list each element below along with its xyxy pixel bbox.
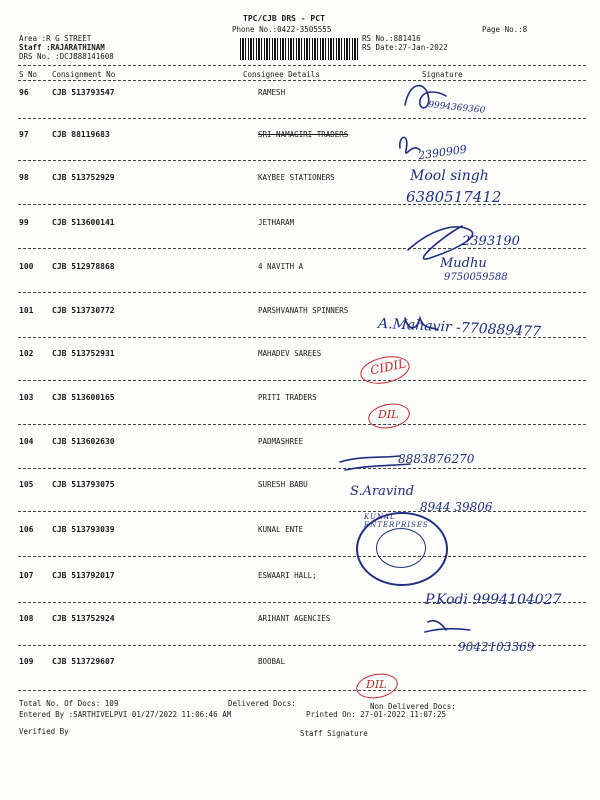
row-consignment: CJB 513729607: [52, 657, 115, 666]
row-sno: 97: [19, 130, 29, 139]
row-consignment: CJB 512978868: [52, 262, 115, 271]
row-sno: 99: [19, 218, 29, 227]
row-sno: 102: [19, 349, 34, 358]
document-title: TPC/CJB DRS - PCT: [243, 14, 325, 23]
delivered-docs: Delivered Docs:: [228, 699, 296, 708]
col-consignment: Consignment No: [52, 70, 116, 79]
page-number: Page No.:8: [482, 25, 528, 34]
row-consignee: SURESH BABU: [258, 480, 308, 489]
col-signature: Signature: [422, 70, 463, 79]
row-consignment: CJB 513730772: [52, 306, 115, 315]
row-consignee: BOOBAL: [258, 657, 286, 666]
row-consignment: CJB 88119683: [52, 130, 110, 139]
non-delivered-docs: Non Delivered Docs:: [370, 702, 456, 711]
staff-label: Staff :RAJARATHINAM: [19, 43, 105, 52]
stamp-text: DIL: [366, 678, 387, 691]
phone-number: Phone No.:0422-3505555: [232, 25, 332, 34]
col-sno: S No: [19, 70, 38, 79]
row-consignee: ESWAARI HALL;: [258, 571, 317, 580]
row-consignment: CJB 513602630: [52, 437, 115, 446]
row-sno: 107: [19, 571, 34, 580]
stamp-inner-ring: [376, 528, 426, 568]
rs-number: RS No.:881416: [362, 34, 421, 43]
row-sno: 101: [19, 306, 34, 315]
row-consignee: KUNAL ENTE: [258, 525, 304, 534]
row-consignment: CJB 513752929: [52, 173, 115, 182]
signature-name: S.Aravind: [350, 484, 415, 499]
area-label: Area :R G STREET: [19, 34, 92, 43]
row-consignment: CJB 513600141: [52, 218, 115, 227]
total-docs: Total No. Of Docs: 109: [19, 699, 119, 708]
row-sno: 106: [19, 525, 34, 534]
row-sno: 96: [19, 88, 29, 97]
staff-signature: Staff Signature: [300, 729, 368, 738]
signature-phone: 9750059588: [444, 272, 508, 283]
row-consignment: CJB 513752924: [52, 614, 115, 623]
row-sno: 103: [19, 393, 34, 402]
signature-phone: 2390909: [417, 142, 468, 163]
company-stamp: [356, 512, 448, 586]
row-consignee: JETHARAM: [258, 218, 295, 227]
signature-phone: 6380517412: [406, 188, 502, 206]
row-sno: 108: [19, 614, 34, 623]
signature-phone: 9994369360: [427, 100, 486, 116]
row-consignment: CJB 513793547: [52, 88, 115, 97]
signature-name-phone: P.Kodi 9994104027: [425, 592, 562, 608]
row-sno: 105: [19, 480, 34, 489]
signature-phone: 8944 39806: [420, 500, 493, 514]
signature-name: Mool singh: [410, 168, 489, 184]
stamp-text: DIL: [378, 408, 399, 421]
row-sno: 100: [19, 262, 34, 271]
row-consignee: RAMESH: [258, 88, 286, 97]
row-consignment: CJB 513600165: [52, 393, 115, 402]
stamp-text: CIDIL: [368, 356, 408, 378]
row-sno: 109: [19, 657, 34, 666]
row-sno: 98: [19, 173, 29, 182]
printed-on: Printed On: 27-01-2022 11:07:25: [306, 710, 446, 719]
verified-by: Verified By: [19, 727, 69, 736]
signature-phone: 8883876270: [398, 452, 475, 466]
col-consignee: Consignee Details: [243, 70, 320, 79]
row-consignment: CJB 513792017: [52, 571, 115, 580]
row-consignee: 4 NAVITH A: [258, 262, 304, 271]
row-consignment: CJB 513793039: [52, 525, 115, 534]
signature-phone: 2393190: [462, 234, 520, 249]
row-consignee: PARSHVANATH SPINNERS: [258, 306, 349, 315]
entered-by: Entered By :SARTHIVELPVI 01/27/2022 11:06:46 AM: [19, 710, 232, 719]
row-consignee: PADMASHREE: [258, 437, 304, 446]
signature-name-phone: A.Mahavir -770889477: [377, 315, 542, 341]
signature-phone: 9042103369: [458, 640, 535, 654]
row-consignment: CJB 513752931: [52, 349, 115, 358]
signature-name: Mudhu: [440, 256, 487, 271]
row-consignment: CJB 513793075: [52, 480, 115, 489]
rs-date: RS Date:27-Jan-2022: [362, 43, 448, 52]
row-consignee: KAYBEE STATIONERS: [258, 173, 335, 182]
row-consignee: SRI NAMAGIRI TRADERS: [258, 130, 349, 139]
row-sno: 104: [19, 437, 34, 446]
row-consignee: PRITI TRADERS: [258, 393, 317, 402]
drs-number: DRS No. :DCJB88141608: [19, 52, 114, 61]
stamp-company-name: KUNAL ENTERPRISES: [364, 513, 429, 529]
row-consignee: MAHADEV SAREES: [258, 349, 322, 358]
row-consignee: ARIHANT AGENCIES: [258, 614, 331, 623]
